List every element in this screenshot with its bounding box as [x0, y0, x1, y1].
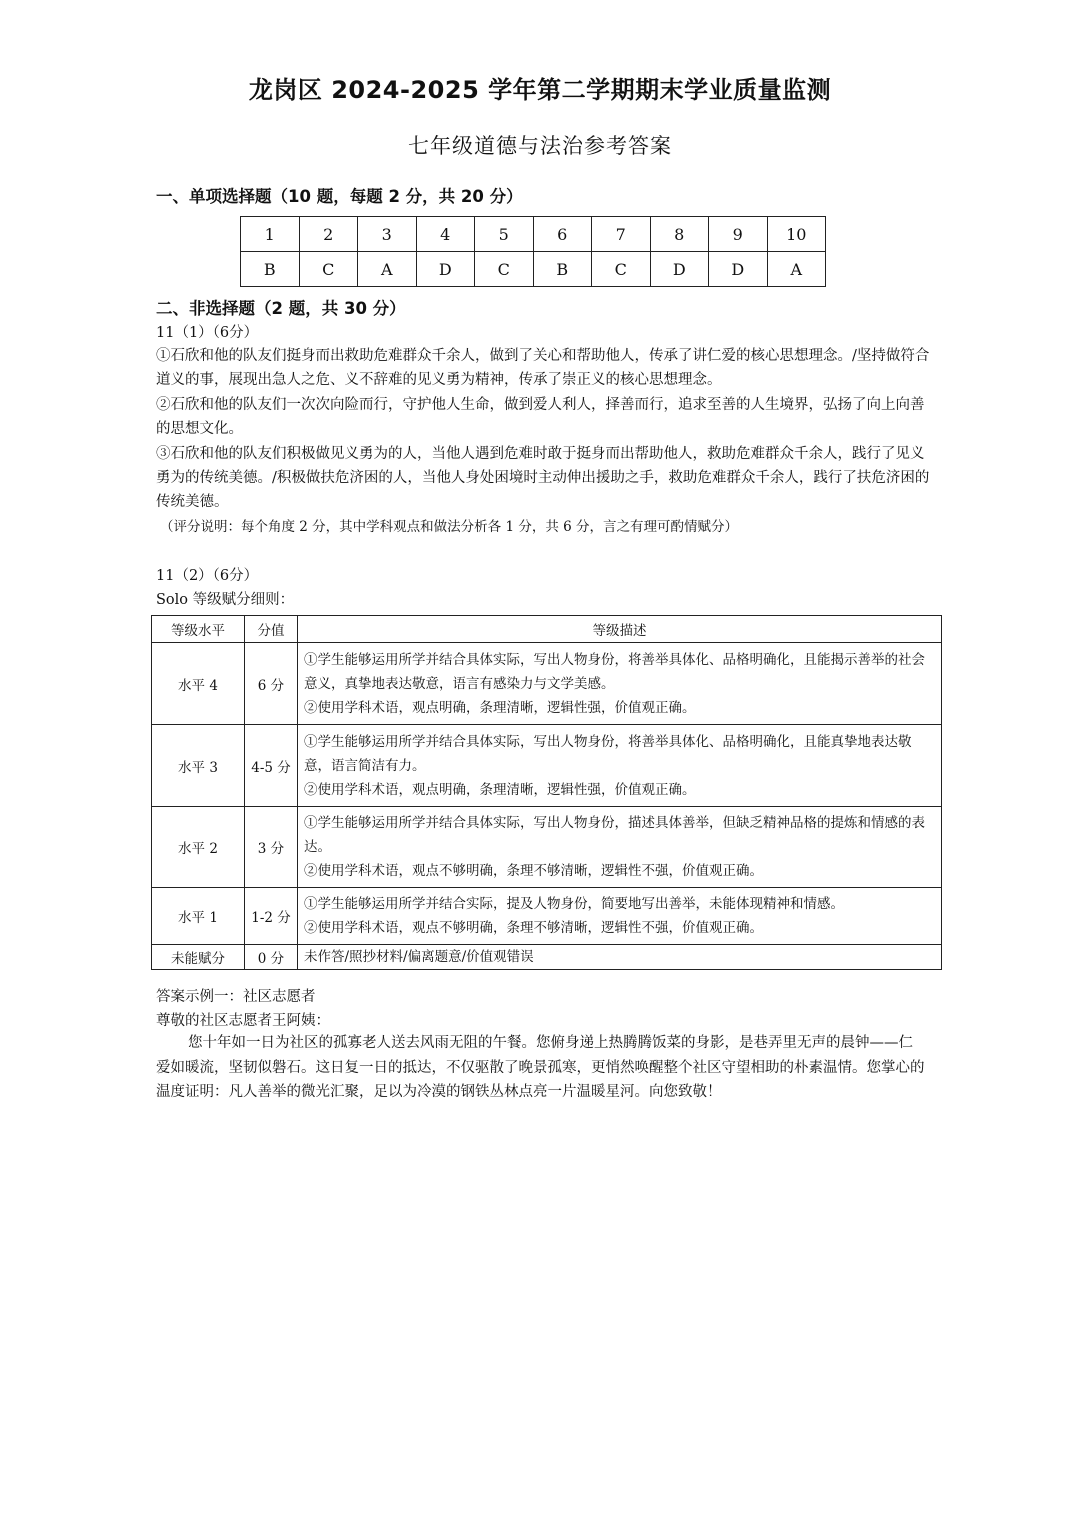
rubric-row — [152, 888, 942, 945]
example-label: 答案示例一：社区志愿者 — [156, 989, 316, 1005]
solo-rubric-table — [151, 615, 942, 970]
rubric-header-row — [152, 616, 942, 643]
question-number: 6 — [533, 217, 592, 252]
answer-cell: C — [299, 252, 358, 287]
rubric-score: 1-2 分 — [245, 888, 298, 945]
rubric-description: 未作答/照抄材料/偏离题意/价值观错误 — [298, 945, 942, 970]
rubric-row — [152, 945, 942, 970]
question-number: 10 — [767, 217, 826, 252]
section1-heading: 一、单项选择题（10 题，每题 2 分，共 20 分） — [156, 187, 523, 206]
rubric-header-score: 分值 — [245, 616, 298, 643]
rubric-score: 4-5 分 — [245, 725, 298, 807]
answer-cell: B — [533, 252, 592, 287]
question-number: 8 — [650, 217, 709, 252]
rubric-score: 3 分 — [245, 807, 298, 888]
rubric-description — [298, 725, 942, 807]
rubric-level: 未能赋分 — [152, 945, 245, 970]
rubric-desc-line: ②使用学科术语，观点明确，条理清晰，逻辑性强，价值观正确。 — [304, 699, 696, 716]
rubric-description — [298, 807, 942, 888]
rubric-level: 水平 3 — [152, 725, 245, 807]
answer-cell: A — [767, 252, 826, 287]
question-number: 7 — [592, 217, 651, 252]
question-number: 1 — [241, 217, 300, 252]
section2-heading: 二、非选择题（2 题，共 30 分） — [156, 299, 406, 318]
rubric-level: 水平 2 — [152, 807, 245, 888]
rubric-desc-line: ①学生能够运用所学并结合具体实际，写出人物身份，将善举具体化、品格明确化，且能揭示善举的社会意义，真挚地表达敬意，语言有感染力与文学美感。 — [304, 651, 925, 692]
question-number: 2 — [299, 217, 358, 252]
page-title: 龙岗区 2024-2025 学年第二学期期末学业质量监测 — [248, 76, 832, 104]
answer-cell: D — [416, 252, 475, 287]
rubric-desc-line: ②使用学科术语，观点不够明确，条理不够清晰，逻辑性不强，价值观正确。 — [304, 863, 763, 879]
answer-point-1: ①石欣和他的队友们挺身而出救助危难群众千余人，做到了关心和帮助他人，传承了讲仁爱的核心思想理念。/坚持做符合道义的事，展现出急人之危、义不辞难的见义勇为精神，传承了崇正义的核心思想理念。 — [156, 348, 930, 388]
rubric-row — [152, 643, 942, 725]
question-number: 9 — [709, 217, 768, 252]
page-subtitle: 七年级道德与法治参考答案 — [408, 134, 672, 158]
scoring-note: （评分说明：每个角度 2 分，其中学科观点和做法分析各 1 分，共 6 分，言之有理可酌情赋分） — [160, 519, 739, 535]
answer-cell: D — [709, 252, 768, 287]
rubric-desc-line: ①学生能够运用所学并结合具体实际，写出人物身份，将善举具体化、品格明确化，且能真挚地表达敬意，语言简洁有力。 — [304, 733, 912, 774]
choice-answer-table — [240, 216, 826, 287]
rubric-level: 水平 1 — [152, 888, 245, 945]
answer-point-2: ②石欣和他的队友们一次次向险而行，守护他人生命，做到爱人利人，择善而行，追求至善的人生境界，弘扬了向上向善的思想文化。 — [156, 397, 925, 437]
rubric-row — [152, 807, 942, 888]
question-number-row — [241, 217, 826, 252]
rubric-desc-line: ②使用学科术语，观点明确，条理清晰，逻辑性强，价值观正确。 — [304, 781, 696, 798]
rubric-header-desc: 等级描述 — [298, 616, 942, 643]
answer-cell: D — [650, 252, 709, 287]
example-salutation: 尊敬的社区志愿者王阿姨： — [156, 1013, 330, 1029]
question-11-1-label: 11（1）（6分） — [156, 325, 259, 341]
answer-cell: B — [241, 252, 300, 287]
rubric-desc-line: ①学生能够运用所学并结合具体实际，写出人物身份，描述具体善举，但缺乏精神品格的提炼和情感的表达。 — [304, 815, 925, 855]
answer-cell: A — [358, 252, 417, 287]
answer-point-3: ③石欣和他的队友们积极做见义勇为的人，当他人遇到危难时敢于挺身而出帮助他人，救助危难群众千余人，践行了见义勇为的传统美德。/积极做扶危济困的人，当他人身处困境时主动伸出援助之手，救助危难群众千余人，践行了扶危济困的传统美德。 — [156, 446, 930, 510]
answer-row — [241, 252, 826, 287]
rubric-description — [298, 888, 942, 945]
answer-cell: C — [475, 252, 534, 287]
rubric-row — [152, 725, 942, 807]
rubric-header-level: 等级水平 — [152, 616, 245, 643]
question-number: 5 — [475, 217, 534, 252]
rubric-level: 水平 4 — [152, 643, 245, 725]
example-body: 您十年如一日为社区的孤寡老人送去风雨无阻的午餐。您俯身递上热腾腾饭菜的身影，是巷弄里无声的晨钟——仁爱如暖流，坚韧似磐石。这日复一日的抵达，不仅驱散了晚景孤寒，更悄然唤醒整个社区守望相助的朴素温情。您掌心的温度证明：凡人善举的微光汇聚，足以为冷漠的钢铁丛林点亮一片温暖星河。向您致敬！ — [156, 1035, 925, 1100]
rubric-caption: Solo 等级赋分细则： — [156, 592, 295, 608]
rubric-desc-line: ①学生能够运用所学并结合实际，提及人物身份，简要地写出善举，未能体现精神和情感。 — [304, 896, 844, 912]
question-number: 3 — [358, 217, 417, 252]
rubric-desc-line: ②使用学科术语，观点不够明确，条理不够清晰，逻辑性不强，价值观正确。 — [304, 920, 763, 936]
question-number: 4 — [416, 217, 475, 252]
question-11-2-label: 11（2）（6分） — [156, 568, 259, 584]
rubric-description — [298, 643, 942, 725]
answer-cell: C — [592, 252, 651, 287]
rubric-score: 0 分 — [245, 945, 298, 970]
rubric-score: 6 分 — [245, 643, 298, 725]
